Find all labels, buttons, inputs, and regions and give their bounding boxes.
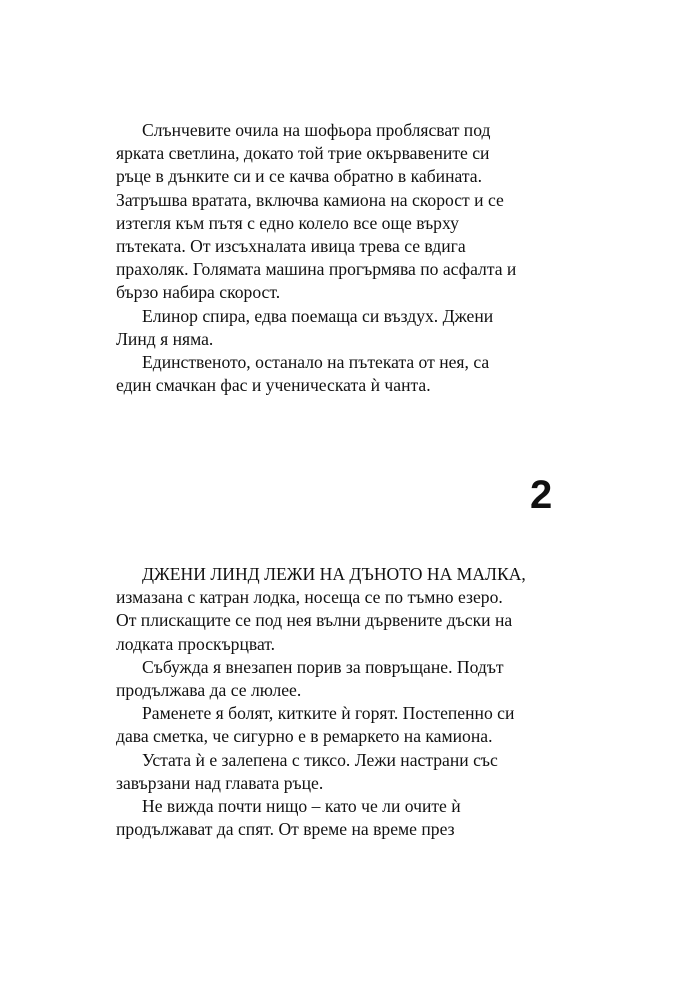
text-line: Елинор спира, едва поемаща си въздух. Джени <box>142 305 494 326</box>
text-line: Устата ѝ е залепена с тиксо. Лежи настрани със <box>142 749 498 770</box>
paragraph <box>116 702 576 748</box>
paragraph <box>116 656 576 702</box>
paragraph <box>116 119 576 305</box>
paragraph <box>116 795 576 841</box>
text-line: бързо набира скорост. <box>116 282 281 303</box>
text-section-1 <box>116 119 576 397</box>
text-line: Линд я няма. <box>116 328 214 349</box>
text-line: завързани над главата ръце. <box>116 772 324 793</box>
paragraph <box>116 563 576 656</box>
text-line: ярката светлина, докато той трие окървавените си <box>116 143 490 164</box>
text-line: ДЖЕНИ ЛИНД ЛЕЖИ НА ДЪНОТО НА МАЛКА, <box>142 564 526 584</box>
text-line: един смачкан фас и ученическата ѝ чанта. <box>116 375 431 396</box>
text-line: Събужда я внезапен порив за повръщане. Подът <box>142 656 504 677</box>
text-line: измазана с катран лодка, носеща се по тъмно езеро. <box>116 587 503 608</box>
text-section-2 <box>116 563 576 841</box>
text-line: пътеката. От изсъхналата ивица трева се вдига <box>116 236 466 257</box>
text-line: Единственото, останало на пътеката от нея, са <box>142 352 490 373</box>
text-line: продължават да спят. От време на време през <box>116 819 455 840</box>
text-line: Затръшва вратата, включва камиона на скорост и се <box>116 189 504 210</box>
text-line: Слънчевите очила на шофьора проблясват под <box>142 120 491 140</box>
text-line: Не вижда почти нищо – като че ли очите ѝ <box>142 796 461 817</box>
text-line: дава сметка, че сигурно е в ремаркето на камиона. <box>116 726 493 747</box>
text-line: ръце в дънките си и се качва обратно в кабината. <box>116 166 482 187</box>
text-line: лодката проскърцват. <box>116 633 276 654</box>
chapter-number: 2 <box>530 473 553 517</box>
paragraph <box>116 351 576 397</box>
text-line: Раменете я болят, китките ѝ горят. Постепенно си <box>142 703 515 724</box>
paragraph <box>116 749 576 795</box>
text-line: изтегля към пътя с едно колело все още върху <box>116 212 459 233</box>
text-line: продължава да се люлее. <box>116 680 302 701</box>
text-line: прахоляк. Голямата машина прогърмява по асфалта и <box>116 259 517 280</box>
paragraph <box>116 305 576 351</box>
text-line: От плискащите се под нея вълни дървените дъски на <box>116 610 513 631</box>
